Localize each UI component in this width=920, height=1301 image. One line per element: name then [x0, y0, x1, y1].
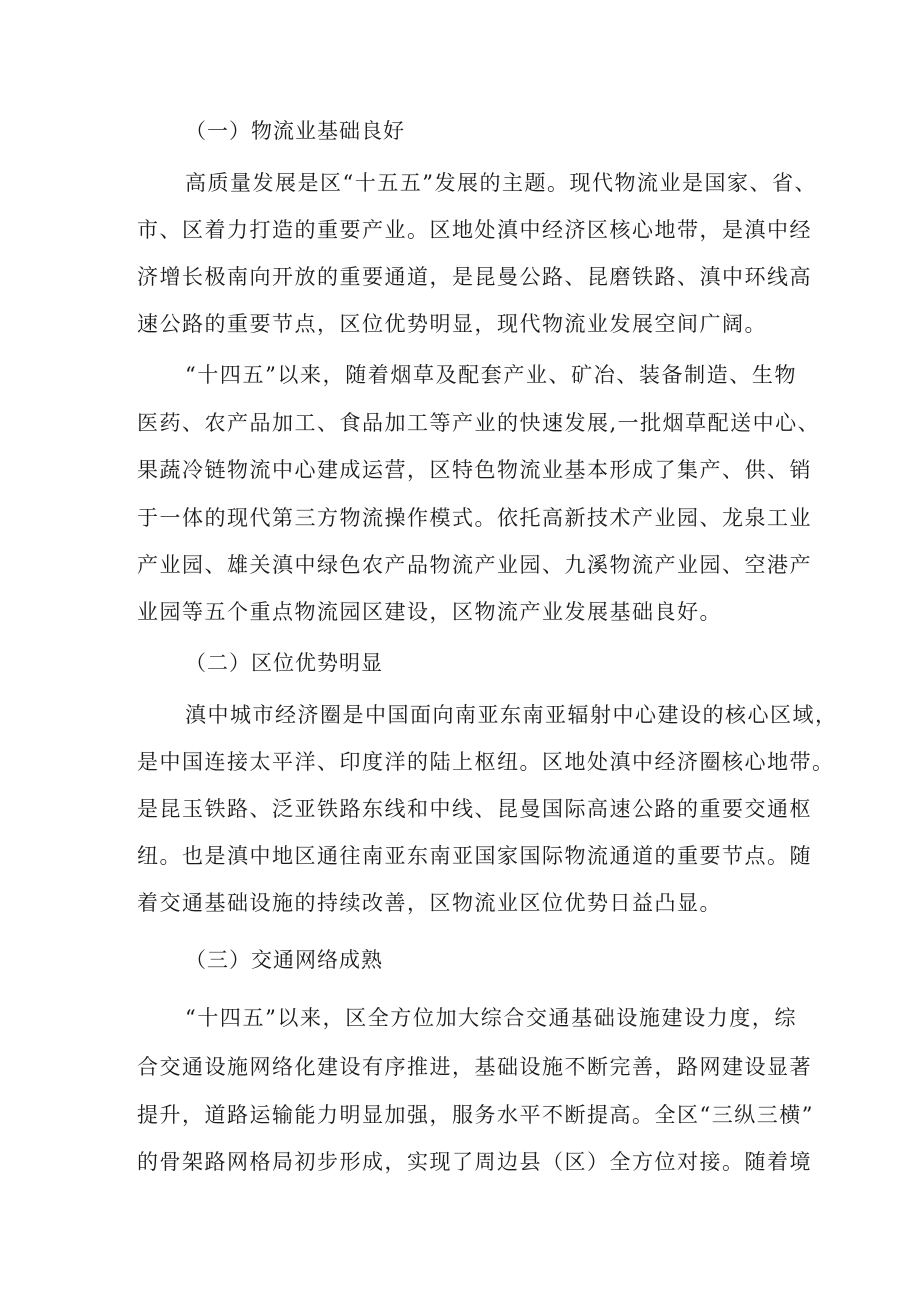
paragraph-line: “十四五”以来，随着烟草及配套产业、矿冶、装备制造、生物 [185, 363, 797, 387]
paragraph-line: 合交通设施网络化建设有序推进，基础设施不断完善，路网建设显著 [137, 1055, 812, 1079]
paragraph-line: “十四五”以来，区全方位加大综合交通基础设施建设力度，综 [185, 1006, 797, 1030]
paragraph-line: 是昆玉铁路、泛亚铁路东线和中线、昆曼国际高速公路的重要交通枢 [137, 797, 812, 821]
paragraph-line: 高质量发展是区“十五五”发展的主题。现代物流业是国家、省、 [185, 171, 817, 195]
paragraph-line: 果蔬冷链物流中心建成运营，区特色物流业基本形成了集产、供、销 [137, 458, 812, 482]
paragraph-line: 滇中城市经济圈是中国面向南亚东南亚辐射中心建设的核心区域， [185, 703, 838, 727]
paragraph-line: 产业园、雄关滇中绿色农产品物流产业园、九溪物流产业园、空港产 [137, 553, 812, 577]
paragraph-line: 济增长极南向开放的重要通道，是昆曼公路、昆磨铁路、滇中环线高 [137, 265, 812, 289]
paragraph-line: 业园等五个重点物流园区建设，区物流产业发展基础良好。 [137, 600, 722, 624]
paragraph-line: 于一体的现代第三方物流操作模式。依托高新技术产业园、龙泉工业 [137, 506, 812, 530]
section-heading-1: （一）物流业基础良好 [185, 119, 405, 143]
paragraph-line: 是中国连接太平洋、印度洋的陆上枢纽。区地处滇中经济圈核心地带。 [137, 750, 835, 774]
section-heading-3: （三）交通网络成熟 [185, 948, 383, 972]
paragraph-line: 医药、农产品加工、食品加工等产业的快速发展,一批烟草配送中心、 [137, 411, 821, 435]
paragraph-line: 速公路的重要节点，区位优势明显，现代物流业发展空间广阔。 [137, 312, 767, 336]
paragraph-line: 提升，道路运输能力明显加强，服务水平不断提高。全区“三纵三横” [137, 1103, 814, 1127]
paragraph-line: 着交通基础设施的持续改善，区物流业区位优势日益凸显。 [137, 891, 722, 915]
section-heading-2: （二）区位优势明显 [185, 651, 383, 675]
paragraph-line: 的骨架路网格局初步形成，实现了周边县（区）全方位对接。随着境 [137, 1150, 812, 1174]
paragraph-line: 市、区着力打造的重要产业。区地处滇中经济区核心地带，是滇中经 [137, 218, 812, 242]
paragraph-line: 纽。也是滇中地区通往南亚东南亚国家国际物流通道的重要节点。随 [137, 844, 812, 868]
